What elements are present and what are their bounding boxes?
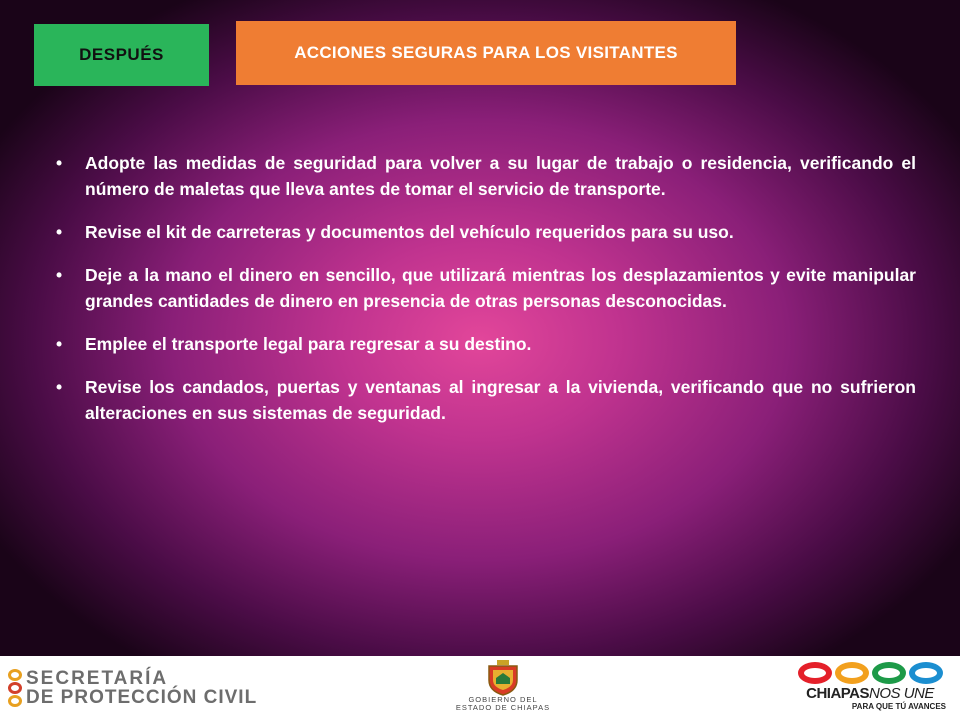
list-item-text: Revise el kit de carreteras y documentos del vehículo requeridos para su uso. [85,222,734,242]
gobierno-chiapas-logo [438,658,568,718]
list-item [56,219,916,245]
bullet-list [56,150,916,443]
list-item [56,150,916,202]
chiapas-nos-une-logo [788,662,952,716]
list-item-text: Revise los candados, puertas y ventanas al ingresar a la vivienda, verificando que no sufrieron alteraciones en sus sistemas de seguridad. [85,377,916,423]
proteccion-civil-logo [8,664,257,712]
bullet-icon: • [56,377,63,397]
gov-line2: ESTADO DE CHIAPAS [455,703,551,712]
chiapas-brand: CHIAPAS [806,685,870,702]
spc-line1: SECRETARÍA [26,668,169,689]
rings-icon [788,662,952,684]
shield-icon [483,658,523,696]
spc-line2: DE PROTECCIÓN CIVIL [26,687,258,708]
rings-icon [8,669,22,707]
bullet-icon: • [56,334,63,354]
list-item-text: Deje a la mano el dinero en sencillo, que utilizará mientras los desplazamientos y evite manipular grandes cantidades de dinero en presencia de otras personas desconocidas. [85,265,916,311]
slide-title: ACCIONES SEGURAS PARA LOS VISITANTES [236,21,736,85]
footer-bar [0,656,960,720]
bullet-icon: • [56,153,63,173]
list-item [56,331,916,357]
list-item-text: Adopte las medidas de seguridad para volver a su lugar de trabajo o residencia, verificando el número de maletas que lleva antes de tomar el servicio de transporte. [85,153,916,199]
list-item [56,262,916,314]
gov-line1: GOBIERNO DEL [468,695,538,704]
bullet-icon: • [56,222,63,242]
chiapas-sub: PARA QUE TÚ AVANCES [851,702,946,711]
section-tag: DESPUÉS [34,24,209,86]
list-item [56,374,916,426]
chiapas-tagline: NOS UNE [869,685,934,702]
bullet-icon: • [56,265,63,285]
list-item-text: Emplee el transporte legal para regresar a su destino. [85,334,532,354]
